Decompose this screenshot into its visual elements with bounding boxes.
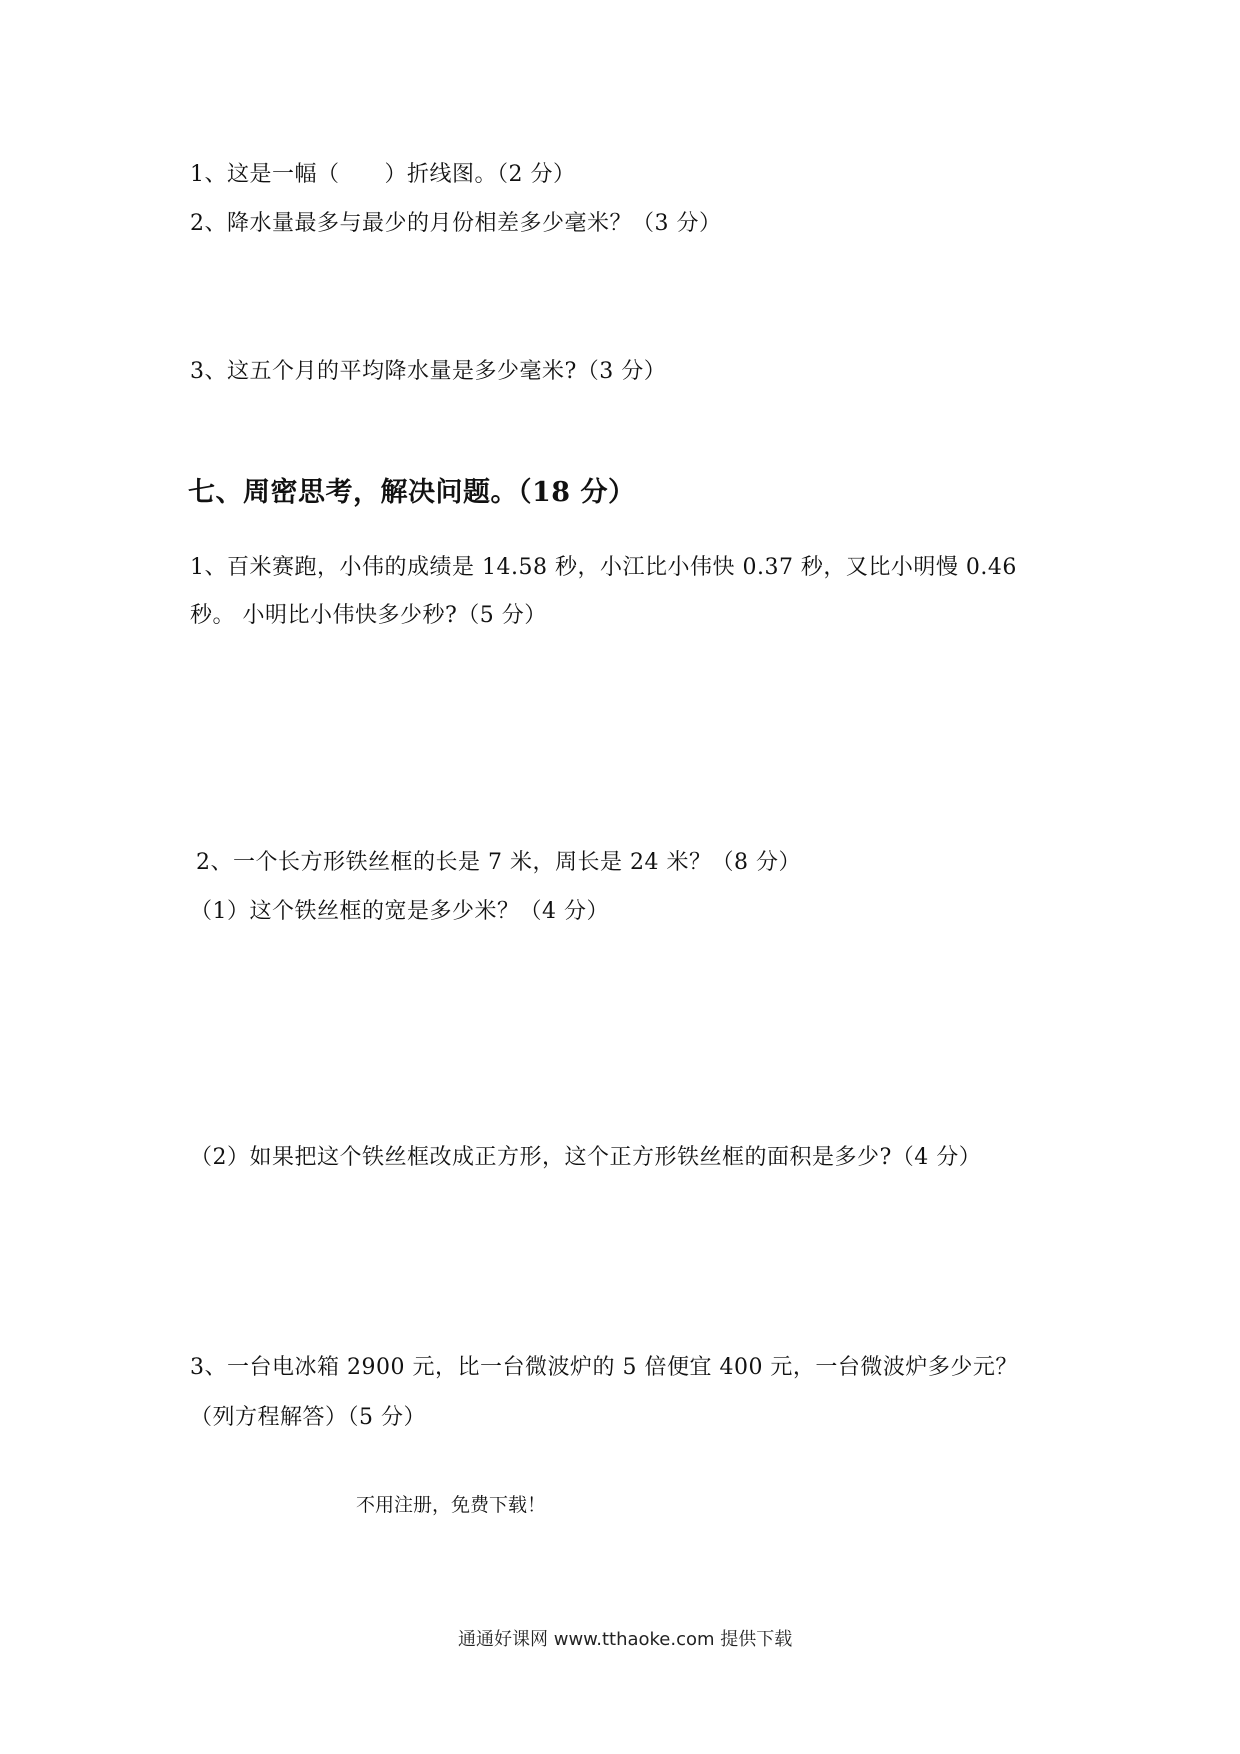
problem-7-3-line-1: 3、一台电冰箱 2900 元，比一台微波炉的 5 倍便宜 400 元，一台微波炉多少元？ bbox=[190, 1355, 1018, 1380]
question-6-3: 3、这五个月的平均降水量是多少毫米?（3 分） bbox=[190, 359, 667, 384]
problem-7-2-sub-1: （1）这个铁丝框的宽是多少米？（4 分） bbox=[190, 899, 609, 924]
problem-7-3-line-2: （列方程解答）（5 分） bbox=[190, 1405, 426, 1430]
problem-7-2-intro: 2、一个长方形铁丝框的长是 7 米，周长是 24 米？（8 分） bbox=[196, 850, 801, 875]
question-6-2: 2、降水量最多与最少的月份相差多少毫米？（3 分） bbox=[190, 211, 722, 236]
question-6-1: 1、这是一幅（ ）折线图。（2 分） bbox=[190, 162, 576, 187]
section-7-heading: 七、周密思考，解决问题。（18 分） bbox=[188, 477, 636, 508]
problem-7-1-line-1: 1、百米赛跑，小伟的成绩是 14.58 秒，小江比小伟快 0.37 秒，又比小明慢 0.46 bbox=[190, 555, 1017, 580]
problem-7-2-sub-2: （2）如果把这个铁丝框改成正方形，这个正方形铁丝框的面积是多少?（4 分） bbox=[190, 1145, 982, 1170]
free-download-note: 不用注册，免费下载！ bbox=[356, 1494, 547, 1516]
problem-7-1-line-2: 秒。 小明比小伟快多少秒?（5 分） bbox=[190, 603, 547, 628]
page-footer: 通通好课网 www.tthaoke.com 提供下载 bbox=[458, 1629, 793, 1650]
